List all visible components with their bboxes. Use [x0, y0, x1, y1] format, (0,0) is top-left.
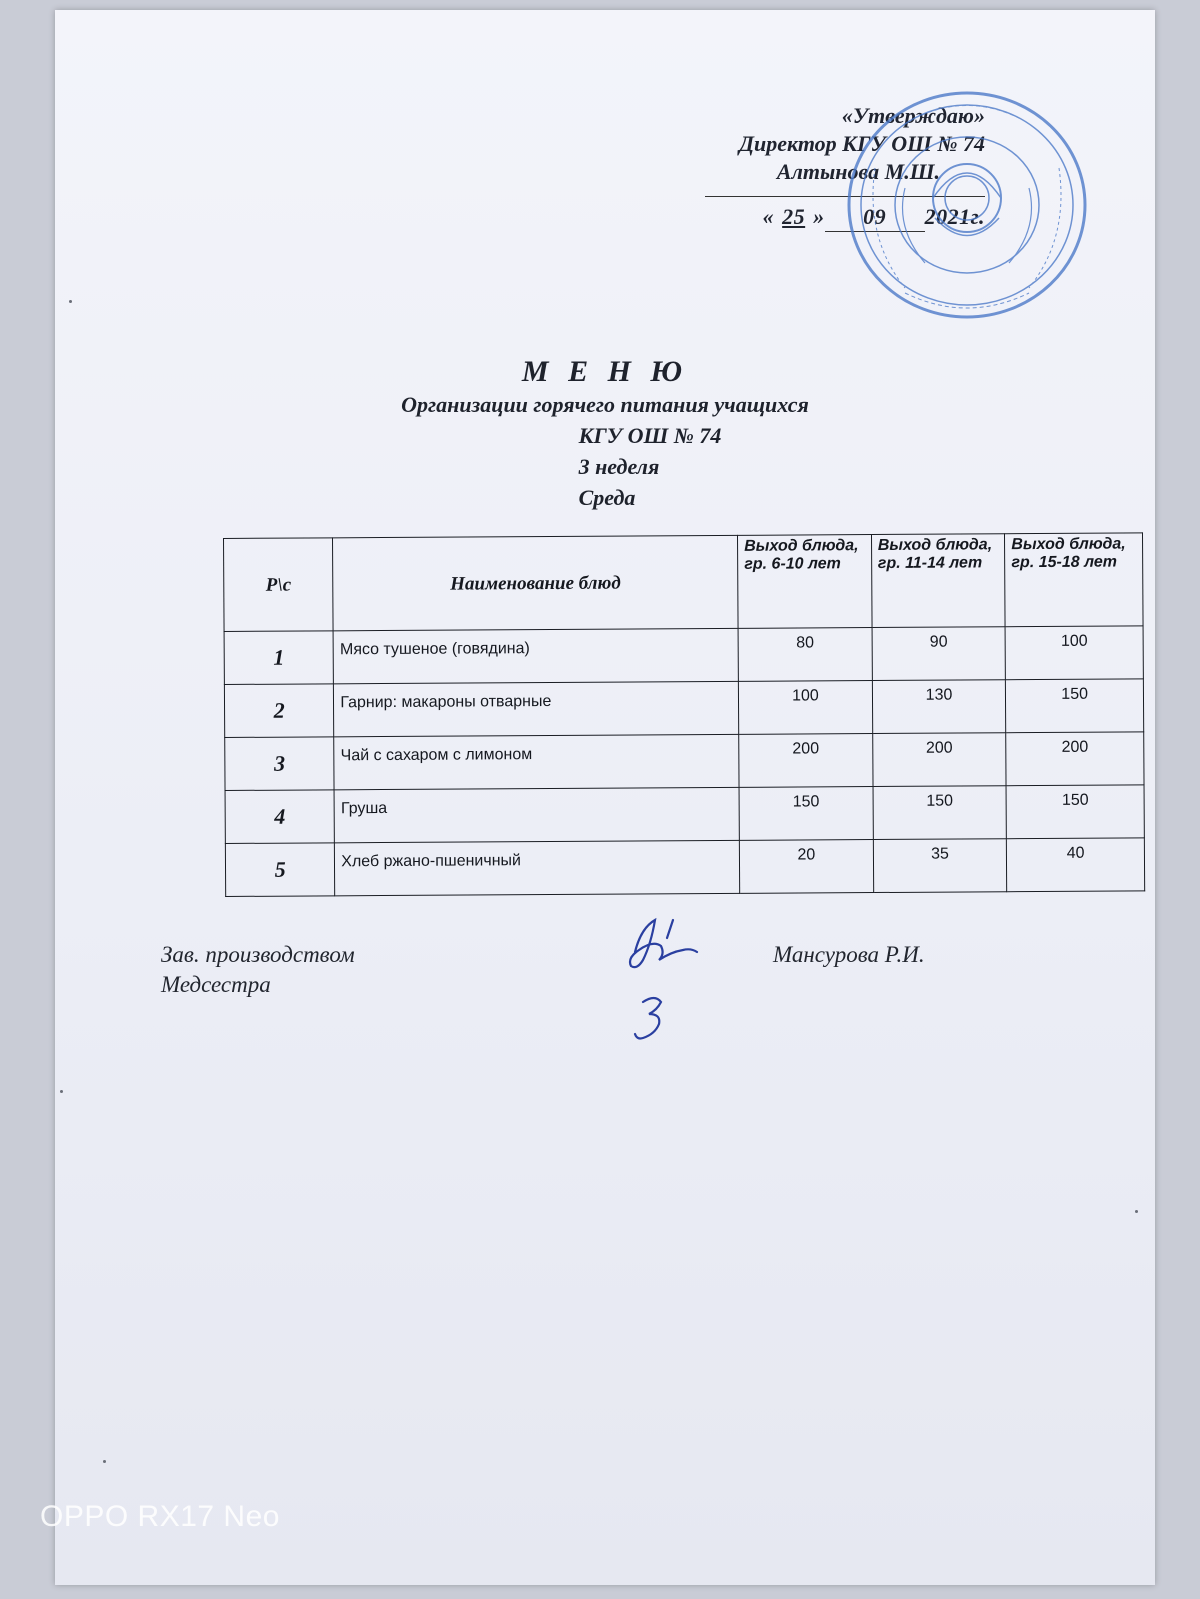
- school-name: КГУ ОШ № 74: [578, 423, 722, 448]
- dish-name: Гарнир: макароны отварные: [334, 681, 739, 736]
- paper-speck: [1135, 1210, 1138, 1213]
- date-close-quote: »: [813, 204, 825, 229]
- paper-speck: [103, 1460, 106, 1463]
- row-number: 5: [225, 843, 335, 897]
- role-nurse: Медсестра: [161, 972, 271, 997]
- table-header-row: [224, 533, 1144, 632]
- document-heading: [55, 355, 1155, 513]
- header-portion-15-18: Выход блюда, гр. 15-18 лет: [1005, 533, 1143, 627]
- dish-name: Мясо тушеное (говядина): [333, 628, 738, 683]
- date-open-quote: «: [762, 204, 775, 229]
- row-number: 1: [224, 631, 334, 685]
- portion-6-10: 150: [739, 787, 873, 841]
- menu-subtitle: Организации горячего питания учащихся: [401, 392, 809, 417]
- table-row: [225, 838, 1144, 897]
- dish-name: Хлеб ржано-пшеничный: [335, 840, 740, 895]
- menu-table: [223, 532, 1145, 897]
- portion-15-18: 40: [1007, 838, 1145, 892]
- document-page: [55, 10, 1155, 1585]
- portion-11-14: 130: [872, 680, 1006, 734]
- paper-speck: [69, 300, 72, 303]
- portion-15-18: 200: [1006, 732, 1144, 786]
- date-day: 25: [782, 204, 806, 229]
- table-row: [224, 679, 1143, 738]
- row-number: 2: [224, 684, 334, 738]
- portion-6-10: 20: [739, 840, 873, 894]
- official-seal-stamp: [845, 88, 1090, 323]
- week-label: 3 неделя: [578, 454, 660, 479]
- portion-11-14: 200: [872, 733, 1006, 787]
- approval-word: «Утверждаю»: [841, 103, 985, 128]
- paper-speck: [60, 1090, 63, 1093]
- portion-11-14: 35: [873, 839, 1007, 893]
- portion-6-10: 100: [739, 681, 873, 735]
- table-row: [225, 785, 1144, 844]
- handwritten-signatures: [621, 910, 711, 1050]
- production-head-name: Мансурова Р.И.: [773, 942, 925, 967]
- header-portion-11-14: Выход блюда, гр. 11-14 лет: [871, 534, 1005, 628]
- portion-15-18: 100: [1005, 626, 1143, 680]
- approval-position: Директор КГУ ОШ № 74: [738, 131, 985, 156]
- header-dish-name: Наименование блюд: [333, 535, 738, 630]
- date-year: 2021г.: [924, 204, 985, 229]
- portion-15-18: 150: [1006, 679, 1144, 733]
- role-production-head: Зав. производством: [161, 942, 355, 967]
- portion-6-10: 80: [738, 628, 872, 682]
- portion-11-14: 90: [872, 627, 1006, 681]
- menu-title: М Е Н Ю: [521, 355, 689, 388]
- day-label: Среда: [578, 485, 636, 510]
- dish-name: Груша: [334, 787, 739, 842]
- header-number: Р\с: [224, 538, 334, 632]
- row-number: 3: [225, 737, 335, 791]
- dish-name: Чай с сахаром с лимоном: [334, 734, 739, 789]
- date-month: 09: [825, 203, 925, 232]
- row-number: 4: [225, 790, 335, 844]
- table-row: [224, 626, 1143, 685]
- camera-watermark: OPPO RX17 Neo: [40, 1500, 280, 1533]
- portion-15-18: 150: [1006, 785, 1144, 839]
- approval-name: Алтынова М.Ш.: [776, 159, 940, 184]
- table-row: [225, 732, 1144, 791]
- portion-6-10: 200: [739, 734, 873, 788]
- header-portion-6-10: Выход блюда, гр. 6-10 лет: [738, 535, 872, 629]
- portion-11-14: 150: [873, 786, 1007, 840]
